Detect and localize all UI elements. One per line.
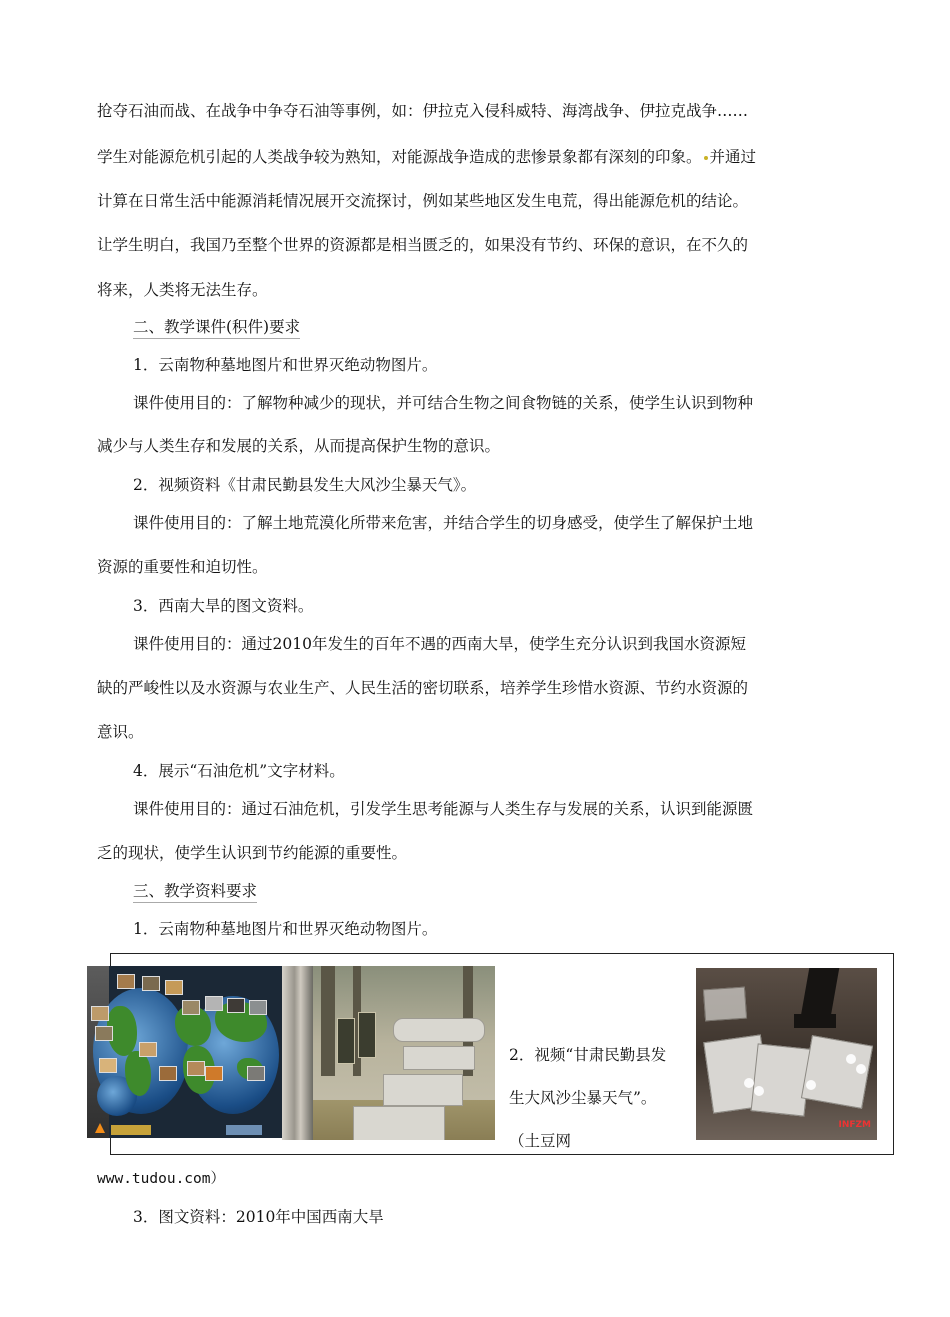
courseware-item-3-purpose-line-1: 课件使用目的：通过2010年发生的百年不遇的西南大旱，使学生充分认识到我国水资源短 [133,635,746,653]
paragraph-line-5: 将来，人类将无法生存。 [97,281,268,299]
paragraph-line-2-text: 学生对能源危机引起的人类战争较为熟知，对能源战争造成的悲惨景象都有深刻的印象。 [97,148,702,166]
courseware-item-4-title: 4．展示“石油危机”文字材料。 [133,762,345,780]
paragraph-line-3: 计算在日常生活中能源消耗情况展开交流探讨，例如某些地区发生电荒，得出能源危机的结论。 [97,192,749,210]
courseware-item-4-purpose-line-2: 乏的现状，使学生认识到节约能源的重要性。 [97,844,408,862]
courseware-item-3-purpose-line-3: 意识。 [97,723,144,741]
watermark-text: INFZM [838,1120,871,1130]
courseware-item-1-purpose-line-2: 减少与人类生存和发展的关系，从而提高保护生物的意识。 [97,437,501,455]
section-heading-courseware: 二、教学课件(积件)要求 [133,317,300,339]
courseware-item-1-title: 1．云南物种墓地图片和世界灭绝动物图片。 [133,356,438,374]
video-caption-continued: www.tudou.com） [97,1171,225,1187]
courseware-item-4-purpose-line-1: 课件使用目的：通过石油危机，引发学生思考能源与人类生存与发展的关系，认识到能源匮 [133,800,754,818]
courseware-item-2-purpose-line-2: 资源的重要性和迫切性。 [97,558,268,576]
paragraph-line-2 [97,147,756,167]
paragraph-line-1: 抢夺石油而战、在战争中争夺石油等事例，如：伊拉克入侵科威特、海湾战争、伊拉克战争…… [97,102,749,120]
materials-item-1-title: 1．云南物种墓地图片和世界灭绝动物图片。 [133,920,438,938]
section-heading-materials: 三、教学资料要求 [133,881,257,903]
courseware-item-1-purpose-line-1: 课件使用目的：了解物种减少的现状，并可结合生物之间食物链的关系，使学生认识到物种 [133,394,754,412]
memorial-stones-image [696,968,877,1140]
species-cemetery-image [313,966,495,1140]
decorative-dot-icon [704,156,708,160]
courseware-item-3-title: 3．西南大旱的图文资料。 [133,597,314,615]
courseware-item-2-purpose-line-1: 课件使用目的：了解土地荒漠化所带来危害，并结合学生的切身感受，使学生了解保护土地 [133,514,754,532]
paragraph-line-2-tail: 并通过 [709,148,757,166]
courseware-item-3-purpose-line-2: 缺的严峻性以及水资源与农业生产、人民生活的密切联系，培养学生珍惜水资源、节约水资源的 [97,679,749,697]
extinct-animals-map-image [87,966,282,1138]
courseware-item-2-title: 2．视频资料《甘肃民勤县发生大风沙尘暴天气》。 [133,476,477,494]
materials-item-3-title: 3．图文资料：2010年中国西南大旱 [133,1208,384,1226]
video-caption: 2．视频“甘肃民勤县发生大风沙尘暴天气”。（土豆网 [509,1046,667,1150]
road-image [282,966,313,1140]
paragraph-line-4: 让学生明白，我国乃至整个世界的资源都是相当匮乏的，如果没有节约、环保的意识，在不久的 [97,236,749,254]
